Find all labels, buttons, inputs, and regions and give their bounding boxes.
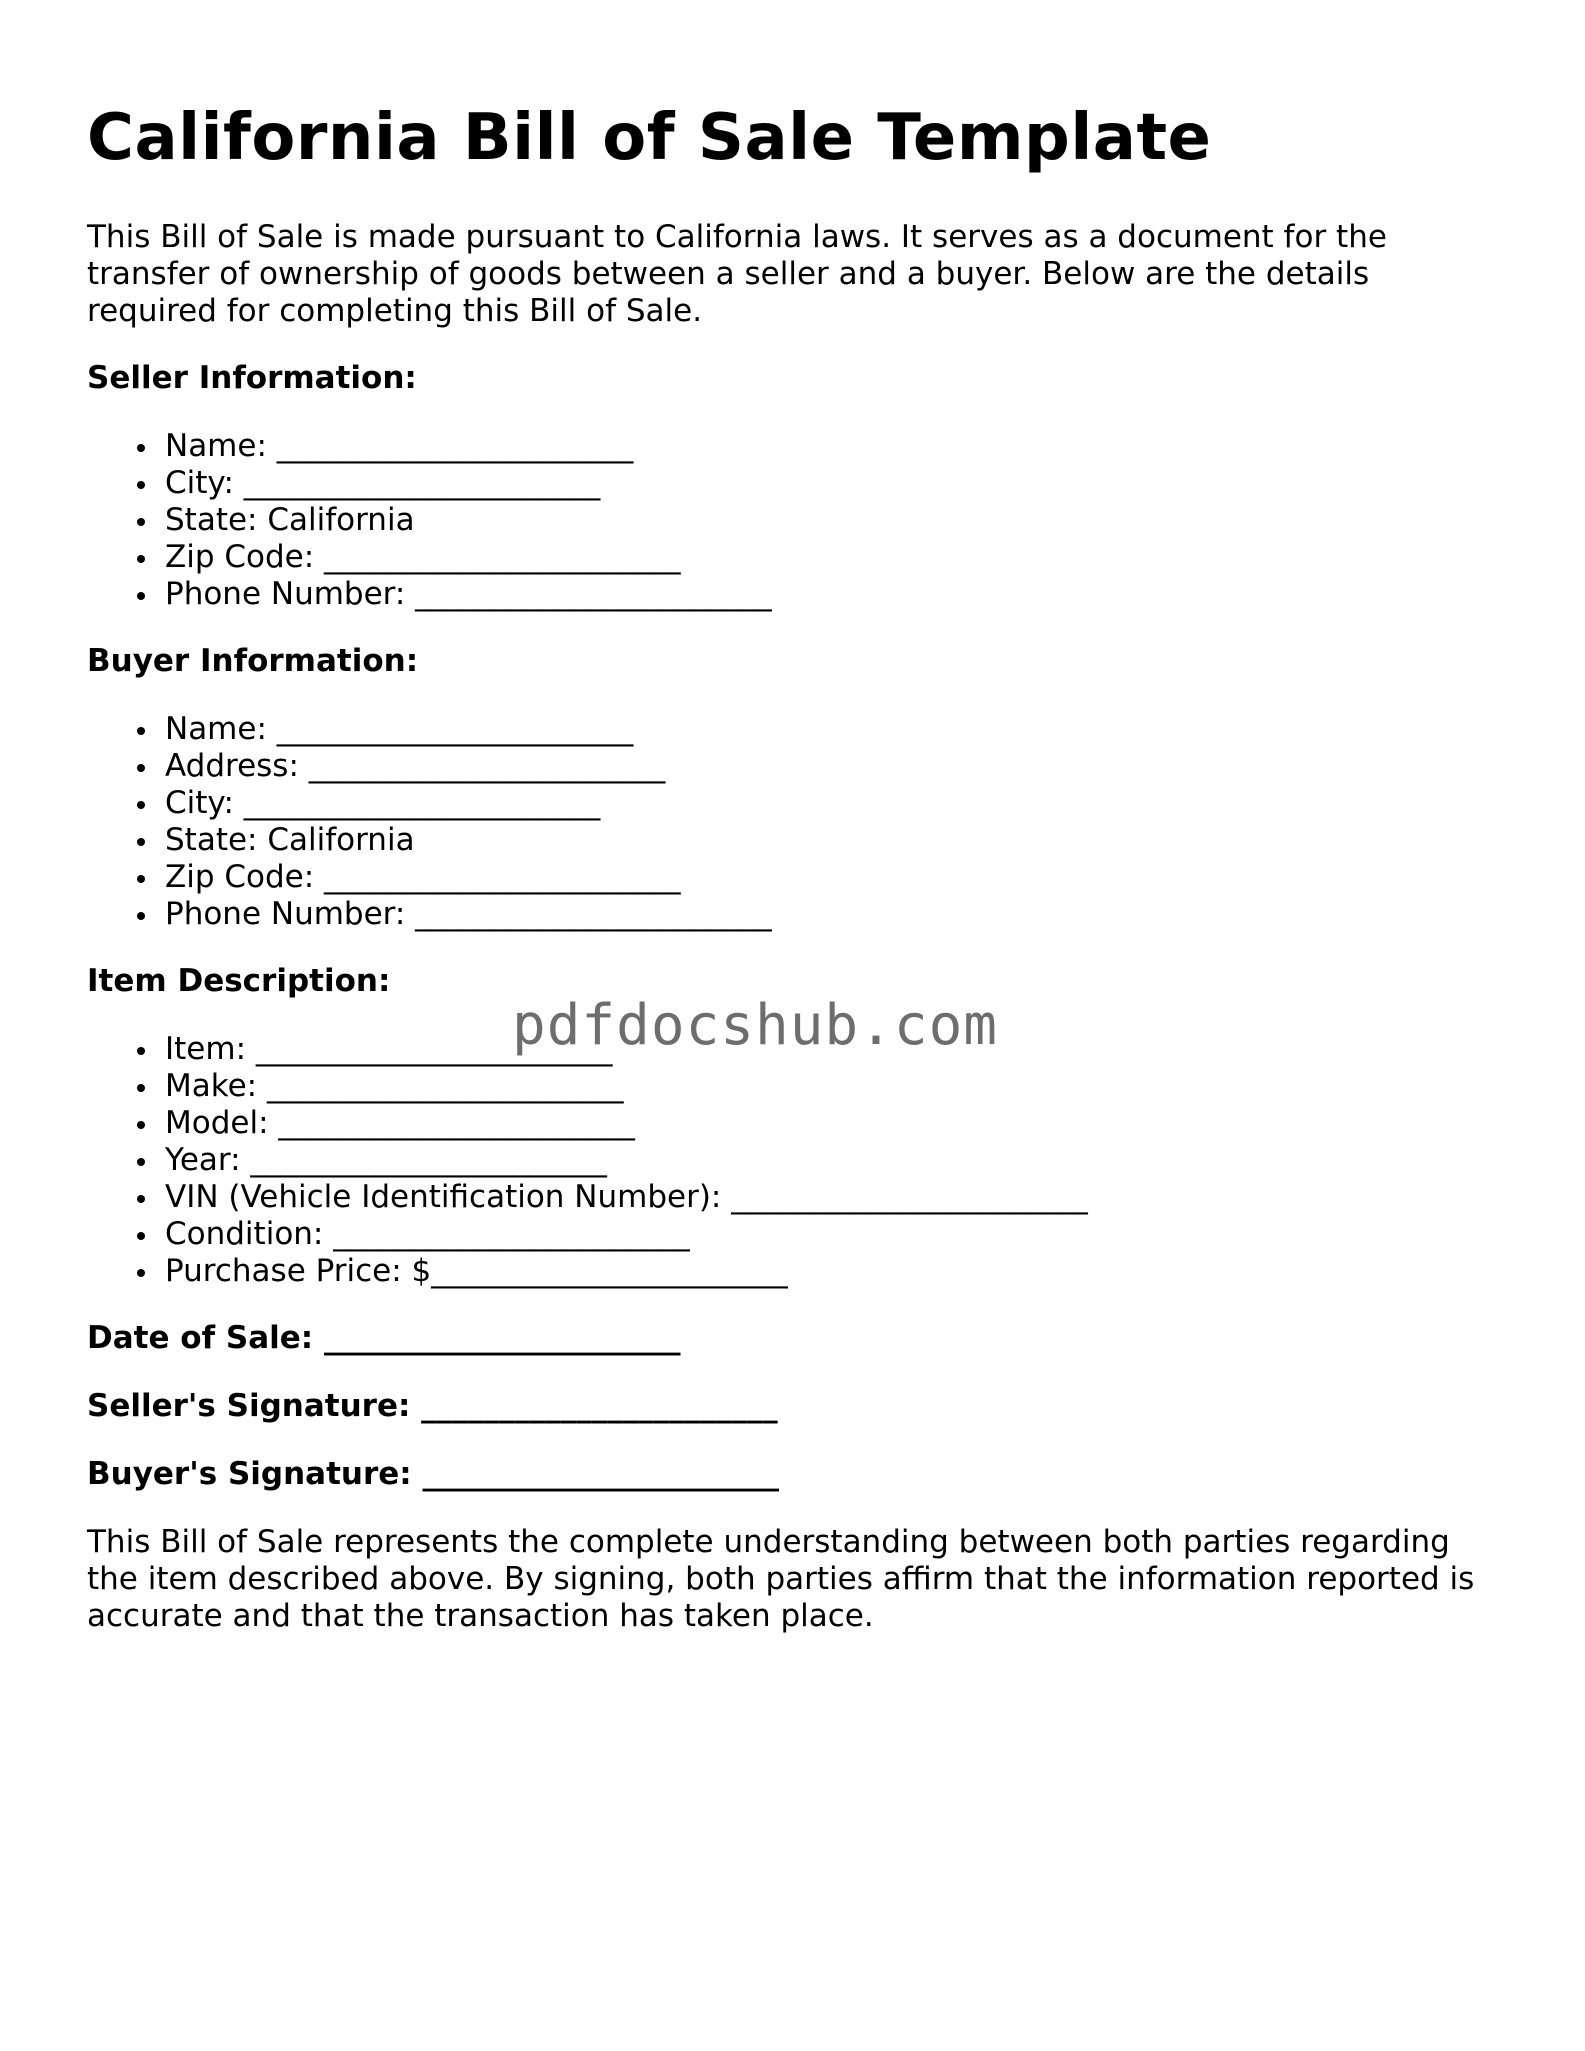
make-field: Make: _______________________: [165, 1068, 1507, 1105]
seller-city-field: City: _______________________: [165, 465, 1507, 502]
purchase-price-field: Purchase Price: $_______________________: [165, 1253, 1507, 1290]
seller-zip-field: Zip Code: _______________________: [165, 539, 1507, 576]
condition-field: Condition: _______________________: [165, 1216, 1507, 1253]
watermark: pdfdocshub.com: [512, 993, 999, 1058]
buyer-signature-field: Buyer's Signature: _______________________: [87, 1455, 779, 1492]
seller-phone-field: Phone Number: _______________________: [165, 576, 1507, 613]
seller-information-list: [87, 428, 1507, 613]
buyer-zip-field: Zip Code: _______________________: [165, 859, 1507, 896]
intro-paragraph: This Bill of Sale is made pursuant to California laws. It serves as a document for the transfer of ownership of goods between a seller and a buyer. Below are the details required for completing this Bill of Sale.: [87, 218, 1387, 329]
model-field: Model: _______________________: [165, 1105, 1507, 1142]
year-field: Year: _______________________: [165, 1142, 1507, 1179]
buyer-state-field: State: California: [165, 822, 1507, 859]
seller-state-field: State: California: [165, 502, 1507, 539]
date-of-sale-field: Date of Sale: _______________________: [87, 1319, 681, 1356]
buyer-city-field: City: _______________________: [165, 785, 1507, 822]
seller-signature-field: Seller's Signature: _______________________: [87, 1387, 778, 1424]
seller-name-field: Name: _______________________: [165, 428, 1507, 465]
buyer-information-heading: Buyer Information:: [87, 642, 419, 679]
buyer-name-field: Name: _______________________: [165, 711, 1507, 748]
buyer-address-field: Address: _______________________: [165, 748, 1507, 785]
closing-paragraph: This Bill of Sale represents the complete understanding between both parties regarding the item described above. By signing, both parties affirm that the information reported is accurate and that the transaction has taken place.: [87, 1523, 1475, 1634]
buyer-phone-field: Phone Number: _______________________: [165, 896, 1507, 933]
seller-information-heading: Seller Information:: [87, 359, 417, 396]
buyer-information-list: [87, 711, 1507, 933]
item-description-list: [87, 1031, 1507, 1290]
vin-field: VIN (Vehicle Identification Number): _______________________: [165, 1179, 1507, 1216]
item-description-heading: Item Description:: [87, 962, 391, 999]
item-field: Item: _______________________: [165, 1031, 1507, 1068]
page-title: California Bill of Sale Template: [87, 101, 1212, 175]
document-page: [87, 100, 1507, 1635]
